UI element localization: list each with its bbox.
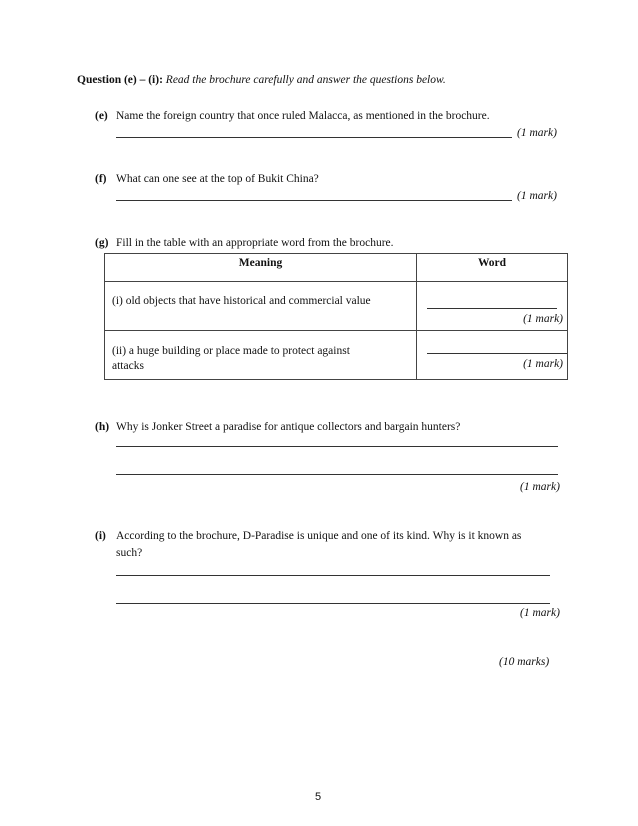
answer-line-e[interactable]	[116, 137, 512, 138]
table-header-meaning-cell	[105, 254, 417, 282]
word-mark: (1 mark)	[523, 313, 563, 325]
table-header-meaning: Meaning	[238, 257, 283, 269]
question-f-mark: (1 mark)	[517, 190, 557, 202]
meaning-cell	[105, 282, 417, 331]
meaning-text-line1: (ii) a huge building or place made to protect against	[112, 345, 350, 357]
question-h-text: Why is Jonker Street a paradise for antique collectors and bargain hunters?	[116, 421, 461, 433]
question-g-letter: (g)	[95, 237, 109, 249]
word-answer-line[interactable]	[427, 353, 567, 354]
table-row	[105, 282, 568, 331]
question-h-mark: (1 mark)	[520, 481, 560, 493]
question-e-letter: (e)	[95, 110, 108, 122]
answer-line-h-2[interactable]	[116, 474, 558, 475]
word-cell	[417, 282, 568, 331]
word-answer-line[interactable]	[427, 308, 557, 309]
question-f-text: What can one see at the top of Bukit China?	[116, 173, 319, 185]
total-marks: (10 marks)	[499, 656, 550, 668]
question-i-text-line2: such?	[116, 547, 143, 559]
answer-line-f[interactable]	[116, 200, 512, 201]
word-mark: (1 mark)	[523, 358, 563, 370]
table-header-word-cell	[417, 254, 568, 282]
heading-instruction: Read the brochure carefully and answer the questions below.	[165, 74, 446, 86]
question-i-letter: (i)	[95, 530, 106, 542]
answer-line-i-2[interactable]	[116, 603, 550, 604]
page-number: 5	[315, 791, 322, 803]
meaning-cell	[105, 331, 417, 380]
heading-label: Question (e) – (i):	[77, 74, 163, 86]
question-e-mark: (1 mark)	[517, 127, 557, 139]
question-i-mark: (1 mark)	[520, 607, 560, 619]
answer-line-h-1[interactable]	[116, 446, 558, 447]
table-row	[105, 331, 568, 380]
question-e-text: Name the foreign country that once ruled Malacca, as mentioned in the brochure.	[116, 110, 490, 122]
table-header-word: Word	[477, 257, 507, 269]
answer-line-i-1[interactable]	[116, 575, 550, 576]
word-cell	[417, 331, 568, 380]
instruction-heading	[77, 74, 446, 86]
meaning-text: (i) old objects that have historical and commercial value	[112, 295, 371, 307]
vocabulary-table	[104, 253, 568, 380]
question-h-letter: (h)	[95, 421, 110, 433]
question-g-text: Fill in the table with an appropriate word from the brochure.	[116, 237, 394, 249]
question-i-text-line1: According to the brochure, D-Paradise is unique and one of its kind. Why is it known as	[116, 530, 522, 542]
meaning-text-line2: attacks	[112, 360, 144, 372]
question-f-letter: (f)	[95, 173, 107, 185]
